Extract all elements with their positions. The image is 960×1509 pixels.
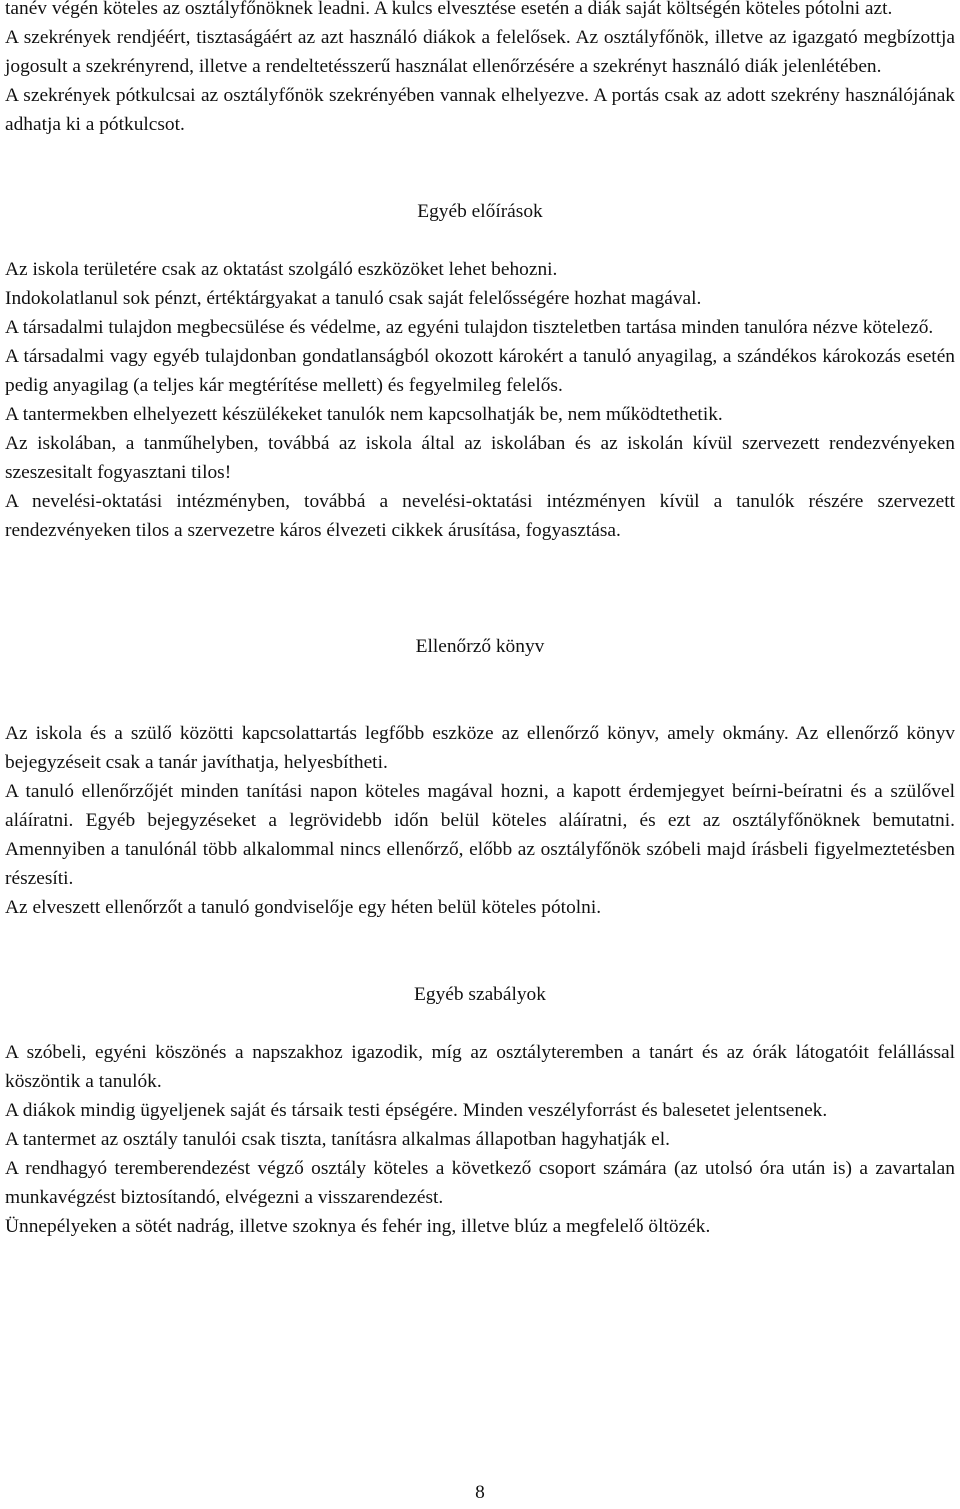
paragraph: Az iskola és a szülő közötti kapcsolattartás legfőbb eszköze az ellenőrző könyv, amely okmány. Az ellenőrző könyv bejegyzéseit csak a tanár javíthatja, helyesbítheti.: [5, 723, 955, 773]
paragraph: Az iskola területére csak az oktatást szolgáló eszközöket lehet behozni.: [5, 259, 558, 280]
paragraph: A rendhagyó teremberendezést végző osztály köteles a következő csoport számára (az utolsó óra után is) a zavartalan munkavégzést biztosítandó, elvégezni a visszarendezést.: [5, 1158, 955, 1208]
section-heading-egyeb-eloirasok: Egyéb előírások: [417, 201, 543, 222]
paragraph: Az elveszett ellenőrzőt a tanuló gondviselője egy héten belül köteles pótolni.: [5, 897, 602, 918]
paragraph: A nevelési-oktatási intézményben, továbbá a nevelési-oktatási intézményen kívül a tanulók részére szervezett rendezvényeken tilos a szervezetre káros élvezeti cikkek árusítása, fogyasztása.: [5, 491, 955, 541]
paragraph: Az iskolában, a tanműhelyben, továbbá az iskola által az iskolában és az iskolán kívül szervezett rendezvényeken szeszesitalt fogyasztani tilos!: [5, 433, 955, 483]
paragraph: A tantermekben elhelyezett készülékeket tanulók nem kapcsolhatják be, nem működtethetik.: [5, 404, 723, 425]
paragraph: Indokolatlanul sok pénzt, értéktárgyakat a tanuló csak saját felelősségére hozhat magával.: [5, 288, 702, 309]
section-heading-ellenorzo-konyv: Ellenőrző könyv: [415, 636, 545, 657]
paragraph: Ünnepélyeken a sötét nadrág, illetve szoknya és fehér ing, illetve blúz a megfelelő öltözék.: [5, 1216, 711, 1237]
paragraph: tanév végén köteles az osztályfőnöknek leadni. A kulcs elvesztése esetén a diák saját költségén köteles pótolni azt.: [5, 0, 893, 19]
paragraph: A tanuló ellenőrzőjét minden tanítási napon köteles magával hozni, a kapott érdemjegyet beírni-beíratni és a szülővel aláíratni. Egyéb bejegyzéseket a legrövidebb időn belül köteles aláíratni, és ezt az osztályfőnöknek bemutatni. Amennyiben a tanulónál több alkalommal nincs ellenőrző, előbb az osztályfőnök szóbeli majd írásbeli figyelmeztetésben részesíti.: [5, 781, 955, 889]
paragraph: A társadalmi vagy egyéb tulajdonban gondatlanságból okozott károkért a tanuló anyagilag, a szándékos károkozás esetén pedig anyagilag (a teljes kár megtérítése mellett) és fegyelmileg felelős.: [5, 346, 955, 396]
section-heading-egyeb-szabalyok: Egyéb szabályok: [414, 984, 546, 1005]
paragraph: A szekrények pótkulcsai az osztályfőnök szekrényében vannak elhelyezve. A portás csak az adott szekrény használójának adhatja ki a pótkulcsot.: [5, 85, 955, 135]
paragraph: A társadalmi tulajdon megbecsülése és védelme, az egyéni tulajdon tiszteletben tartása minden tanulóra nézve kötelező.: [5, 317, 934, 338]
paragraph: A szóbeli, egyéni köszönés a napszakhoz igazodik, míg az osztályteremben a tanárt és az órák látogatóit felállással köszöntik a tanulók.: [5, 1042, 955, 1092]
paragraph: A tantermet az osztály tanulói csak tiszta, tanításra alkalmas állapotban hagyhatják el.: [5, 1129, 670, 1150]
paragraph: A szekrények rendjéért, tisztaságáért az azt használó diákok a felelősek. Az osztályfőnök, illetve az igazgató megbízottja jogosult a szekrényrend, illetve a rendeltetésszerű használat ellenőrzésére a szekrényt használó diák jelenlétében.: [5, 27, 955, 77]
paragraph: A diákok mindig ügyeljenek saját és társaik testi épségére. Minden veszélyforrást és balesetet jelentsenek.: [5, 1100, 828, 1121]
document-page: [5, 0, 955, 1241]
page-number: 8: [475, 1482, 485, 1503]
